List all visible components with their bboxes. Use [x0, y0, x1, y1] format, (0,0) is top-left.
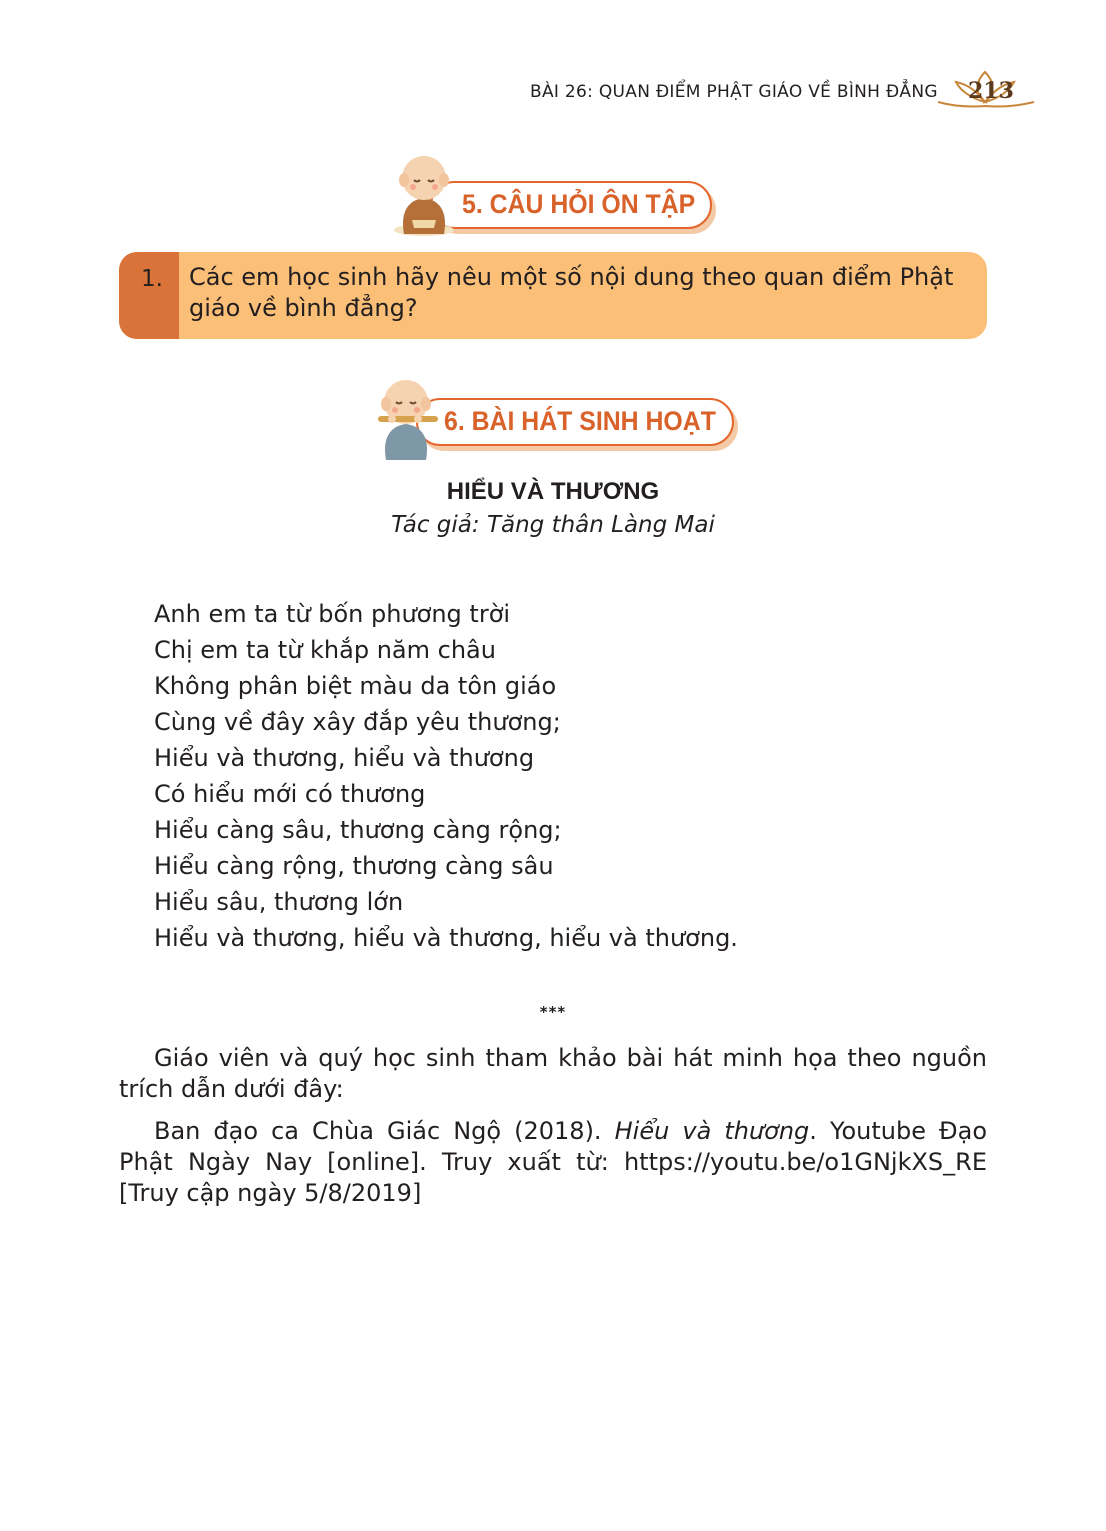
monk-playing-flute-icon: [370, 372, 450, 464]
separator: ***: [539, 1003, 567, 1021]
lyric-line: Cùng về đây xây đắp yêu thương;: [154, 708, 561, 736]
question-box: [119, 252, 987, 339]
reference-intro: Giáo viên và quý học sinh tham khảo bài hát minh họa theo nguồn trích dẫn dưới đây:: [119, 1044, 987, 1103]
citation-title: Hiểu và thương: [614, 1117, 810, 1145]
chapter-title: BÀI 26: QUAN ĐIỂM PHẬT GIÁO VỀ BÌNH ĐẲNG: [530, 82, 938, 102]
lyric-line: Anh em ta từ bốn phương trời: [154, 600, 511, 628]
section-6-title: 6. BÀI HÁT SINH HOẠT: [444, 406, 716, 436]
lyric-line: Hiểu và thương, hiểu và thương: [154, 744, 535, 772]
question-text: Các em học sinh hãy nêu một số nội dung theo quan điểm Phật giáo về bình đẳng?: [189, 263, 954, 322]
page-number: 213: [968, 78, 1014, 104]
question-number: 1.: [141, 266, 163, 292]
lyrics: [154, 596, 738, 956]
section-5-title: 5. CÂU HỎI ÔN TẬP: [462, 189, 696, 219]
lyric-line: Hiểu và thương, hiểu và thương, hiểu và thương.: [154, 924, 738, 952]
song-author: Tác giả: Tăng thân Làng Mai: [391, 512, 715, 538]
song-title: HIỂU VÀ THƯƠNG: [446, 478, 660, 505]
lyric-line: Hiểu càng rộng, thương càng sâu: [154, 852, 554, 880]
lyric-line: Có hiểu mới có thương: [154, 780, 426, 808]
lyric-line: Không phân biệt màu da tôn giáo: [154, 672, 557, 700]
citation-prefix: Ban đạo ca Chùa Giác Ngộ (2018).: [154, 1117, 615, 1145]
monk-reading-icon: [390, 150, 470, 240]
section-5-banner: [390, 150, 720, 240]
running-header: [520, 76, 1040, 116]
lyric-line: Chị em ta từ khắp năm châu: [154, 636, 496, 664]
section-6-banner: [370, 372, 740, 464]
lyric-line: Hiểu sâu, thương lớn: [154, 888, 404, 916]
lyric-line: Hiểu càng sâu, thương càng rộng;: [154, 816, 562, 844]
reference-citation: [119, 1116, 987, 1209]
citation-suffix: . Youtube Đạo Phật Ngày Nay [online]. Truy xuất từ: https://youtu.be/o1GNjkXS_RE [Truy cập ngày 5/8/2019]: [119, 1117, 988, 1207]
